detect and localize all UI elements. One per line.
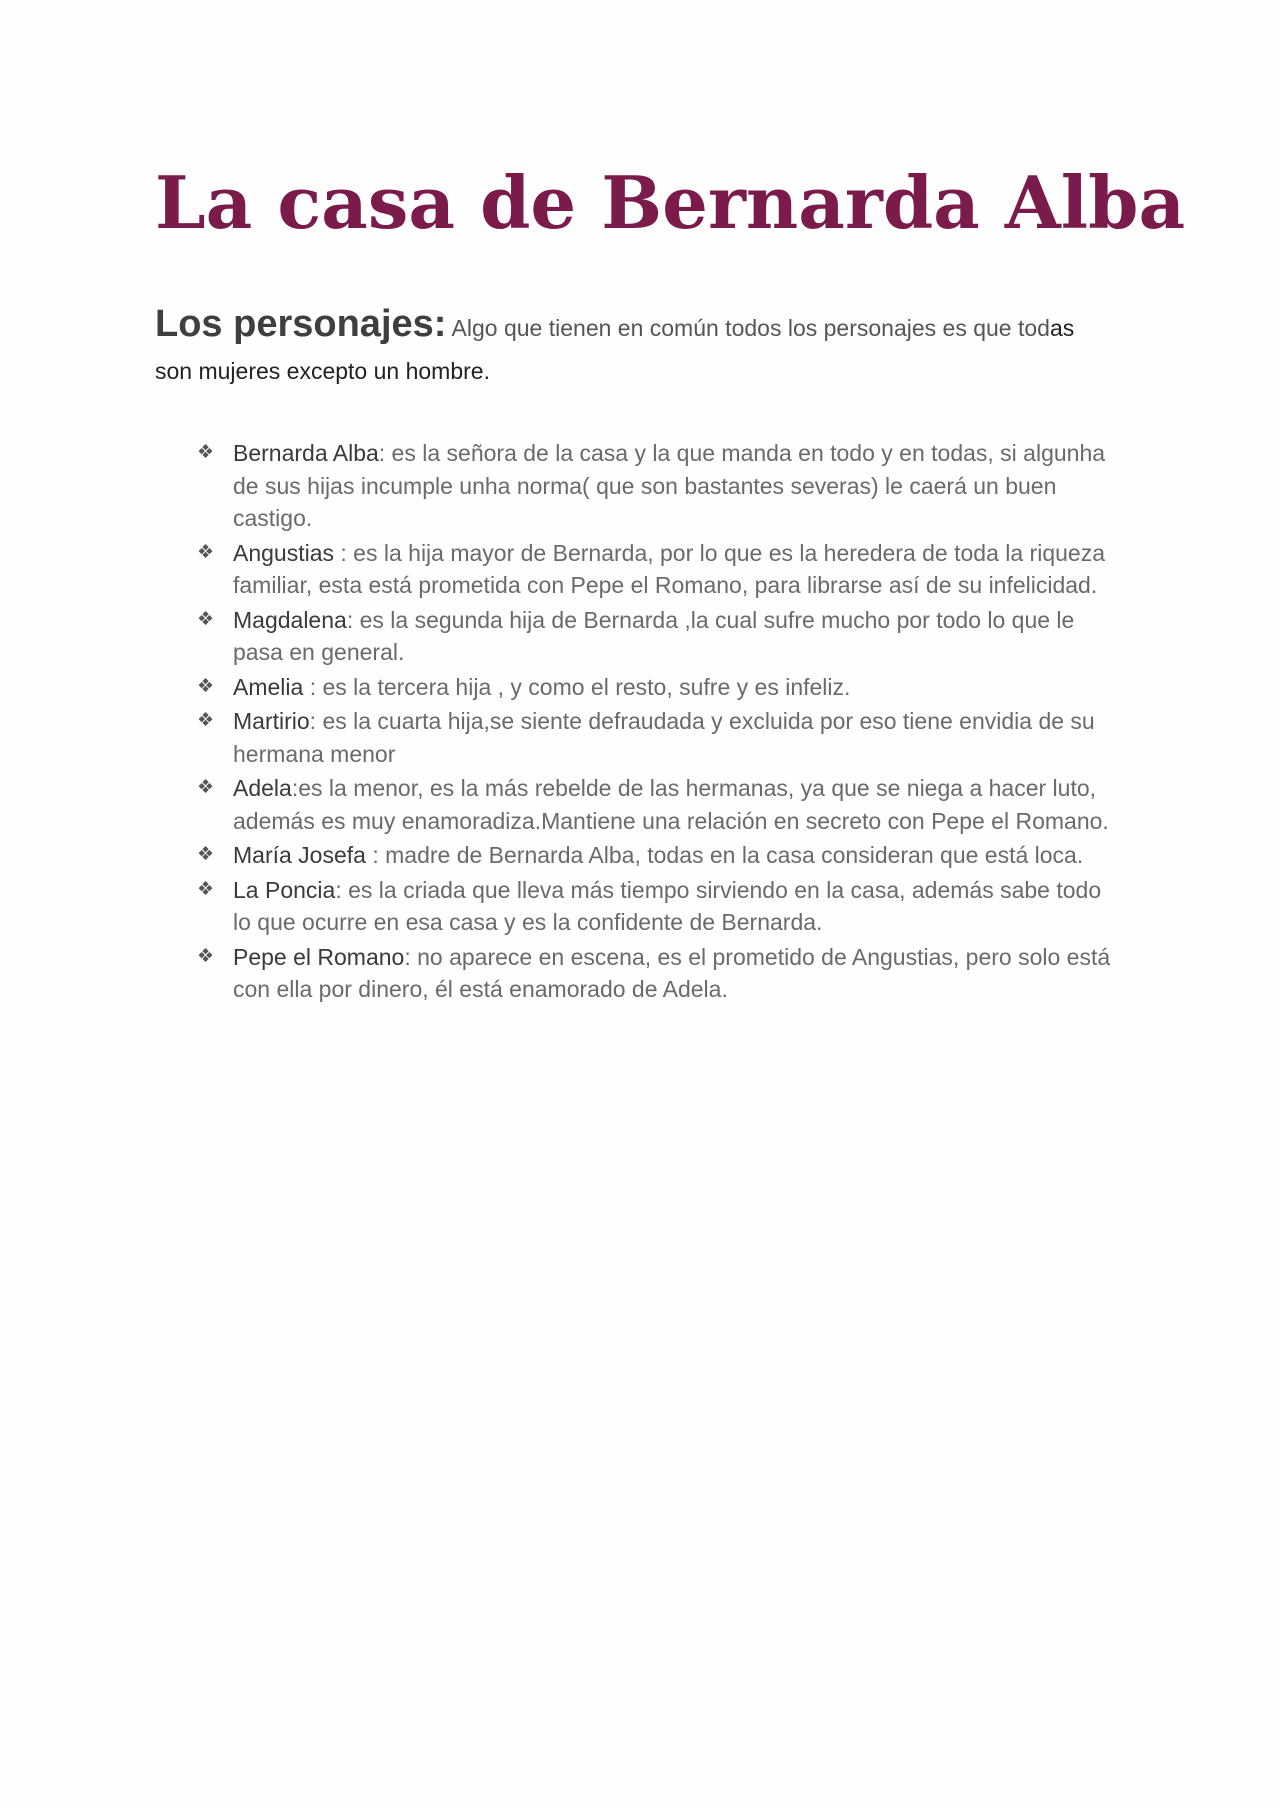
diamond-cluster-icon: ❖ [197,608,215,630]
character-description: : es la cuarta hija,se siente defraudada y excluida por eso tiene envidia de su hermana menor [233,708,1095,767]
character-list [155,437,1125,1008]
intro-paragraph [155,303,1115,393]
character-description: : es la tercera hija , y como el resto, sufre y es infeliz. [303,673,851,700]
list-item [155,705,1125,770]
character-description: : es la hija mayor de Bernarda, por lo que es la heredera de toda la riqueza familiar, esta está prometida con Pepe el Romano, para librarse así de su infelicidad. [233,539,1105,598]
character-description: :es la menor, es la más rebelde de las hermanas, ya que se niega a hacer luto, además es muy enamoradiza.Mantiene una relación en secreto con Pepe el Romano. [233,775,1109,834]
character-name: La Poncia [233,876,336,903]
character-name: María Josefa [233,842,366,868]
diamond-cluster-icon: ❖ [197,777,215,798]
character-name: Bernarda Alba [233,440,379,466]
character-name: Magdalena [233,606,347,633]
diamond-cluster-icon: ❖ [197,844,215,865]
character-name: Adela [233,775,292,801]
diamond-cluster-icon: ❖ [197,675,215,697]
diamond-cluster-icon: ❖ [197,710,215,731]
intro-text: Algo que tienen en común todos los personajes es que tod [446,315,1050,341]
diamond-cluster-icon: ❖ [197,442,215,463]
character-description: : no aparece en escena, es el prometido de Angustias, pero solo está con ella por dinero, él está enamorado de Adela. [233,943,1111,1002]
list-item [155,537,1125,602]
character-name: Martirio [233,708,310,734]
section-heading: Los personajes: [155,303,447,345]
character-description: : es la criada que lleva más tiempo sirviendo en la casa, además sabe todo lo que ocurre en esa casa y es la confidente de Bernarda. [233,876,1102,935]
diamond-cluster-icon: ❖ [197,541,215,563]
list-item [155,874,1125,939]
character-description: : madre de Bernarda Alba, todas en la casa consideran que está loca. [365,842,1084,868]
character-name: Pepe el Romano [233,943,405,970]
character-name: Amelia [233,673,304,700]
list-item [155,772,1125,837]
list-item [155,604,1125,669]
list-item [155,671,1125,704]
list-item [155,941,1125,1006]
character-name: Angustias [233,539,335,566]
document-title: La casa de Bernarda Alba [155,160,1186,245]
list-item [155,437,1125,535]
character-description: : es la señora de la casa y la que manda en todo y en todas, si algunha de sus hijas incumple unha norma( que son bastantes severas) le caerá un buen castigo. [233,440,1106,531]
character-description: : es la segunda hija de Bernarda ,la cual sufre mucho por todo lo que le pasa en general. [233,606,1075,665]
list-item [155,839,1125,872]
diamond-cluster-icon: ❖ [197,878,215,900]
intro-text-dark: as son mujeres excepto un hombre. [155,315,1075,384]
diamond-cluster-icon: ❖ [197,945,215,967]
